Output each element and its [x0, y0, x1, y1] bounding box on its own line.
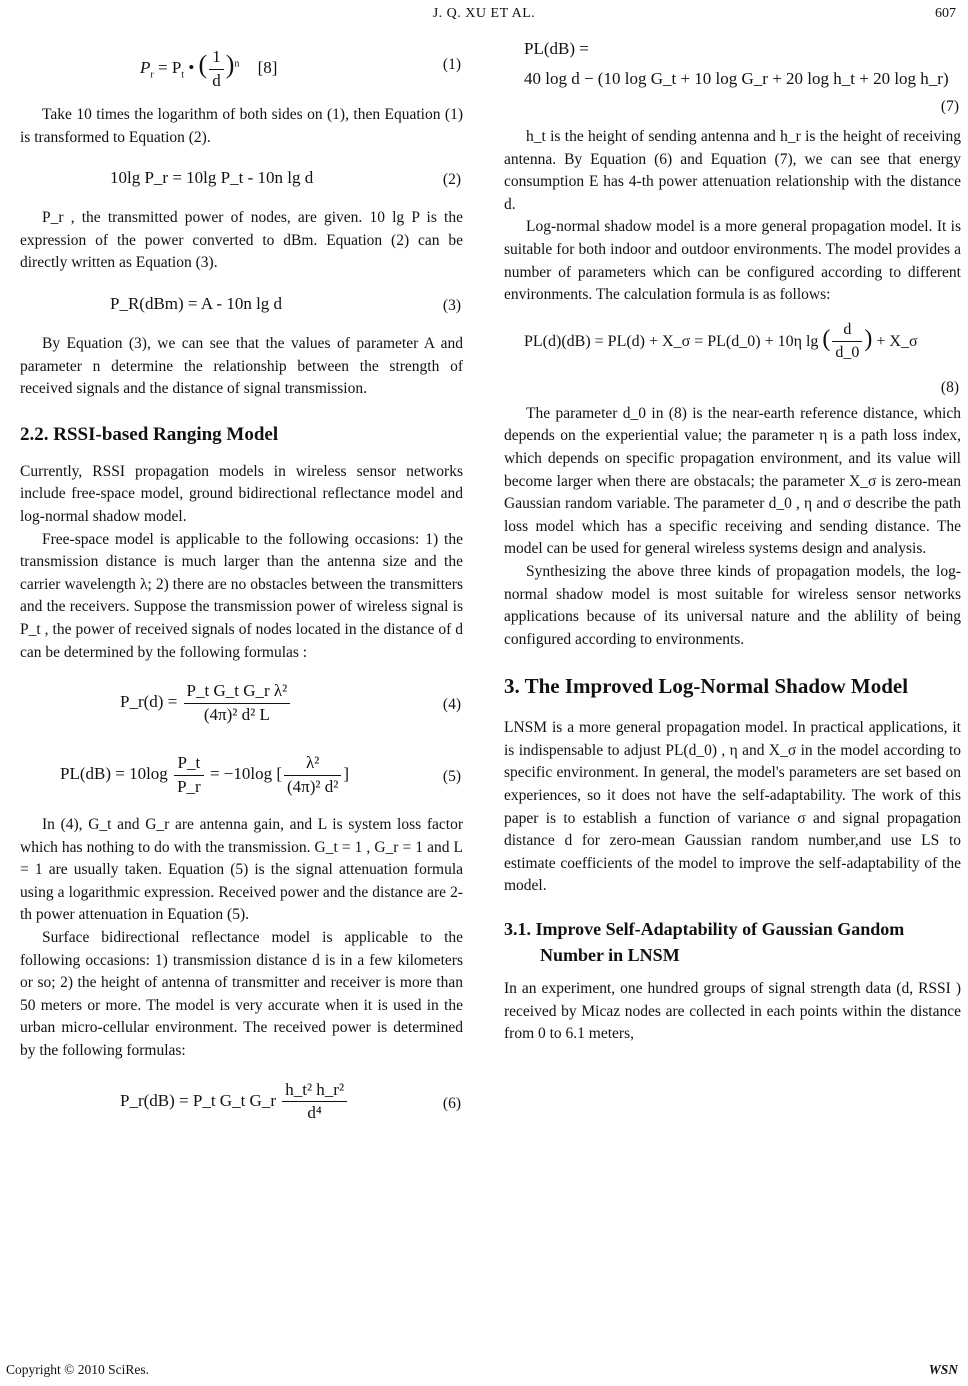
paragraph: Currently, RSSI propagation models in wireless sensor networks include free-space model, ground bidirectional reflectance model and log-normal shadow model.	[20, 462, 463, 525]
journal-name: WSN	[928, 1362, 958, 1377]
page-header	[0, 6, 968, 30]
paragraph: LNSM is a more general propagation model. In practical applications, it is indispensable to adjust PL(d_0) , η and X_σ in the model according to specific environment. In general, the model's parameters are set based on experiences, so it does not have the self-adaptability. The work of this paper is to establish a function of variance σ and signal propagation distance d for zero-mean Gaussian random number,and use LS to estimate coefficients of the model to improve the self-adaptability of the model.	[504, 719, 961, 895]
equation-4: P_r(d) = $\frac{\text{P\_t G\_t G\_r λ²}}{\text{(4π)² d² L}}$ (4)	[120, 681, 461, 724]
equation-2: 10lg P_r = 10lg P_t - 10n lg d (2)	[110, 168, 461, 189]
section-heading: 2.2. RSSI-based Ranging Model	[20, 423, 279, 445]
paragraph: P_r , the transmitted power of nodes, are given. 10 lg P is the expression of the power converted to dBm. Equation (2) can be directly written as Equation (3).	[20, 209, 463, 272]
paragraph: The parameter d_0 in (8) is the near-earth reference distance, which depends on the experiential value; the parameter η is a path loss index, which depends on specific propagation environment, and its value will become larger when there are obstacals; the parameter X_σ is zero-mean Gaussian random variable. The parameter d_0 , η and σ describe the path loss model which has a specific receiving and sending distance. The model can be used for general wireless systems design and analysis.	[504, 404, 961, 558]
equation-6: P_r(dB) = P_t G_t G_r $\frac{\text{h\_t² h\_r²}}{\text{d⁴}}$ (6)	[120, 1079, 461, 1123]
page-number: 607	[935, 6, 956, 21]
page-footer	[0, 1362, 968, 1382]
paragraph: Free-space model is applicable to the following occasions: 1) the transmission distance is much larger than the antenna size and the carrier wavelength λ; 2) there are no obstacles between the transmitters and the receivers. Suppose the transmission power of wireless signal is P_t , the power of received signals of nodes located in the distance of d can be determined by the following formulas :	[20, 530, 463, 661]
paragraph: Log-normal shadow model is a more general propagation model. It is suitable for both indoor and outdoor environments. The model provides a number of parameters which can be configured according to different environments. The calculation formula is as follows:	[504, 218, 961, 304]
equation-3: P_R(dBm) = A - 10n lg d (3)	[110, 293, 461, 314]
paragraph: In (4), G_t and G_r are antenna gain, and L is system loss factor which has nothing to do with the transmission. G_t = 1 , G_r = 1 and L = 1 are usually taken. Equation (5) is the signal attenuation formula using a logarithmic expression. Received power and the distance are 2-th power attenuation in Equation (5).	[20, 816, 463, 924]
paragraph: By Equation (3), we can see that the values of parameter A and parameter n determine the relationship between the strength of received signals and the distance of signal transmission.	[20, 334, 463, 398]
equation-1: $P_r = P_t$ • ( $\frac{1}{d}$ )$^n$ [8] (1)	[140, 47, 461, 90]
equation-7: PL(dB) = 40 log d − (10 log G_t + 10 log G_r + 20 log h_t + 20 log h_r) (7)	[524, 39, 959, 115]
section-heading: 3. The Improved Log-Normal Shadow Model	[504, 674, 909, 699]
paragraph: In an experiment, one hundred groups of signal strength data (d, RSSI ) received by Micaz nodes are collected in each points within the distance from 0 to 6.1 meters,	[504, 980, 961, 1043]
subsection-heading: 3.1. Improve Self-Adaptability of Gaussian Gandom Number in LNSM	[504, 919, 905, 966]
left-column	[20, 34, 463, 1141]
right-column	[504, 34, 961, 1046]
paragraph: Surface bidirectional reflectance model is applicable to the following occasions: 1) transmission distance d is in a few kilometers or so; 2) the height of antenna of transmitter and receiver is more than 50 meters or more. The model is very accurate when it is used in the urban micro-cellular environment. The received power is determined by the following formulas:	[20, 929, 463, 1060]
equation-8: PL(d)(dB) = PL(d) + X_σ = PL(d_0) + 10η lg ( $\frac{d}{d\_0}$ ) + X_σ (8)	[524, 320, 959, 396]
running-title: J. Q. XU ET AL.	[432, 6, 536, 21]
paragraph: h_t is the height of sending antenna and h_r is the height of receiving antenna. By Equation (6) and Equation (7), we can see that energy consumption E has 4-th power attenuation relationship with the distance d.	[504, 128, 961, 213]
equation-5: PL(dB) = 10log $\frac{P\_t}{P\_r}$ = −10log [ $\frac{\text{λ²}}{\text{(4π)² d²}}$ ] (5)	[60, 753, 461, 796]
paragraph: Take 10 times the logarithm of both sides on (1), then Equation (1) is transformed to Equation (2).	[20, 106, 463, 146]
paragraph: Synthesizing the above three kinds of propagation models, the log-normal shadow model is most suitable for wireless sensor networks applications because of its universal nature and the ablility of being configured according to environments.	[504, 562, 961, 648]
copyright: Copyright © 2010 SciRes.	[6, 1362, 150, 1377]
